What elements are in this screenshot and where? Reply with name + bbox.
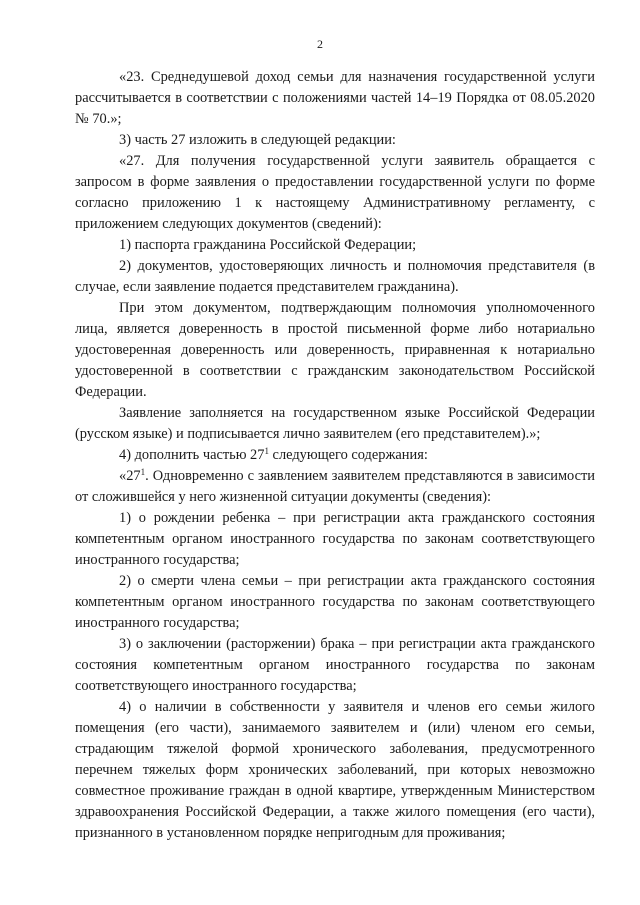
paragraph-clause-27-1 — [75, 466, 595, 508]
page-number: 2 — [317, 37, 323, 51]
list-item-representative-documents: 2) документов, удостоверяющих личность и полномочия представителя (в случае, если заявление подается представителем гражданина). — [75, 258, 595, 295]
paragraph-add-part-27-1 — [75, 445, 595, 466]
list-item-birth: 1) о рождении ребенка – при регистрации акта гражданского состояния компетентным органом иностранного государства по законам соответствующего иностранного государства; — [75, 510, 595, 568]
paragraph-application-language: Заявление заполняется на государственном языке Российской Федерации (русском языке) и подписывается лично заявителем (его представителем).»; — [75, 405, 595, 442]
paragraph-suffix: . Одновременно с заявлением заявителем представляются в зависимости от сложившейся у него жизненной ситуации документы (сведения): — [75, 468, 595, 505]
superscript-index: 1 — [264, 446, 269, 456]
paragraph-power-of-attorney: При этом документом, подтверждающим полномочия уполномоченного лица, является доверенность в простой письменной форме либо нотариально удостоверенная доверенность или доверенность, приравненная к нотариально удостоверенной в соответствии с гражданским законодательством Российской Федерации. — [75, 300, 595, 400]
list-item-passport: 1) паспорта гражданина Российской Федерации; — [119, 237, 417, 253]
paragraph-prefix: «27 — [119, 468, 141, 484]
paragraph-suffix: следующего содержания: — [268, 447, 428, 463]
list-item-death: 2) о смерти члена семьи – при регистрации акта гражданского состояния компетентным органом иностранного государства по законам соответствующего иностранного государства; — [75, 573, 595, 631]
paragraph-clause-27: «27. Для получения государственной услуги заявитель обращается с запросом в форме заявления о предоставлении государственной услуги по форме согласно приложению 1 к настоящему Административному регламенту, с приложением следующих документов (сведений): — [75, 153, 595, 232]
superscript-index: 1 — [140, 467, 146, 477]
paragraph-clause-23: «23. Среднедушевой доход семьи для назначения государственной услуги рассчитывается в соответствии с положениями частей 14–19 Порядка от 08.05.2020 № 70.»; — [75, 69, 595, 127]
paragraph-prefix: 4) дополнить частью 27 — [119, 447, 265, 463]
document-body — [75, 67, 595, 844]
paragraph-amend-part-27: 3) часть 27 изложить в следующей редакции: — [119, 132, 396, 148]
list-item-housing: 4) о наличии в собственности у заявителя и членов его семьи жилого помещения (его части), занимаемого заявителем и (или) членом его семьи, страдающим тяжелой формой хронического заболевания, предусмотренного перечнем тяжелых форм хронических заболеваний, при которых невозможно совместное проживание граждан в одной квартире, утвержденным Министерством здравоохранения Российской Федерации, а также жилого помещения (его части), признанного в установленном порядке непригодным для проживания; — [75, 699, 595, 841]
list-item-marriage: 3) о заключении (расторжении) брака – при регистрации акта гражданского состояния компетентным органом иностранного государства по законам соответствующего иностранного государства; — [75, 636, 595, 694]
